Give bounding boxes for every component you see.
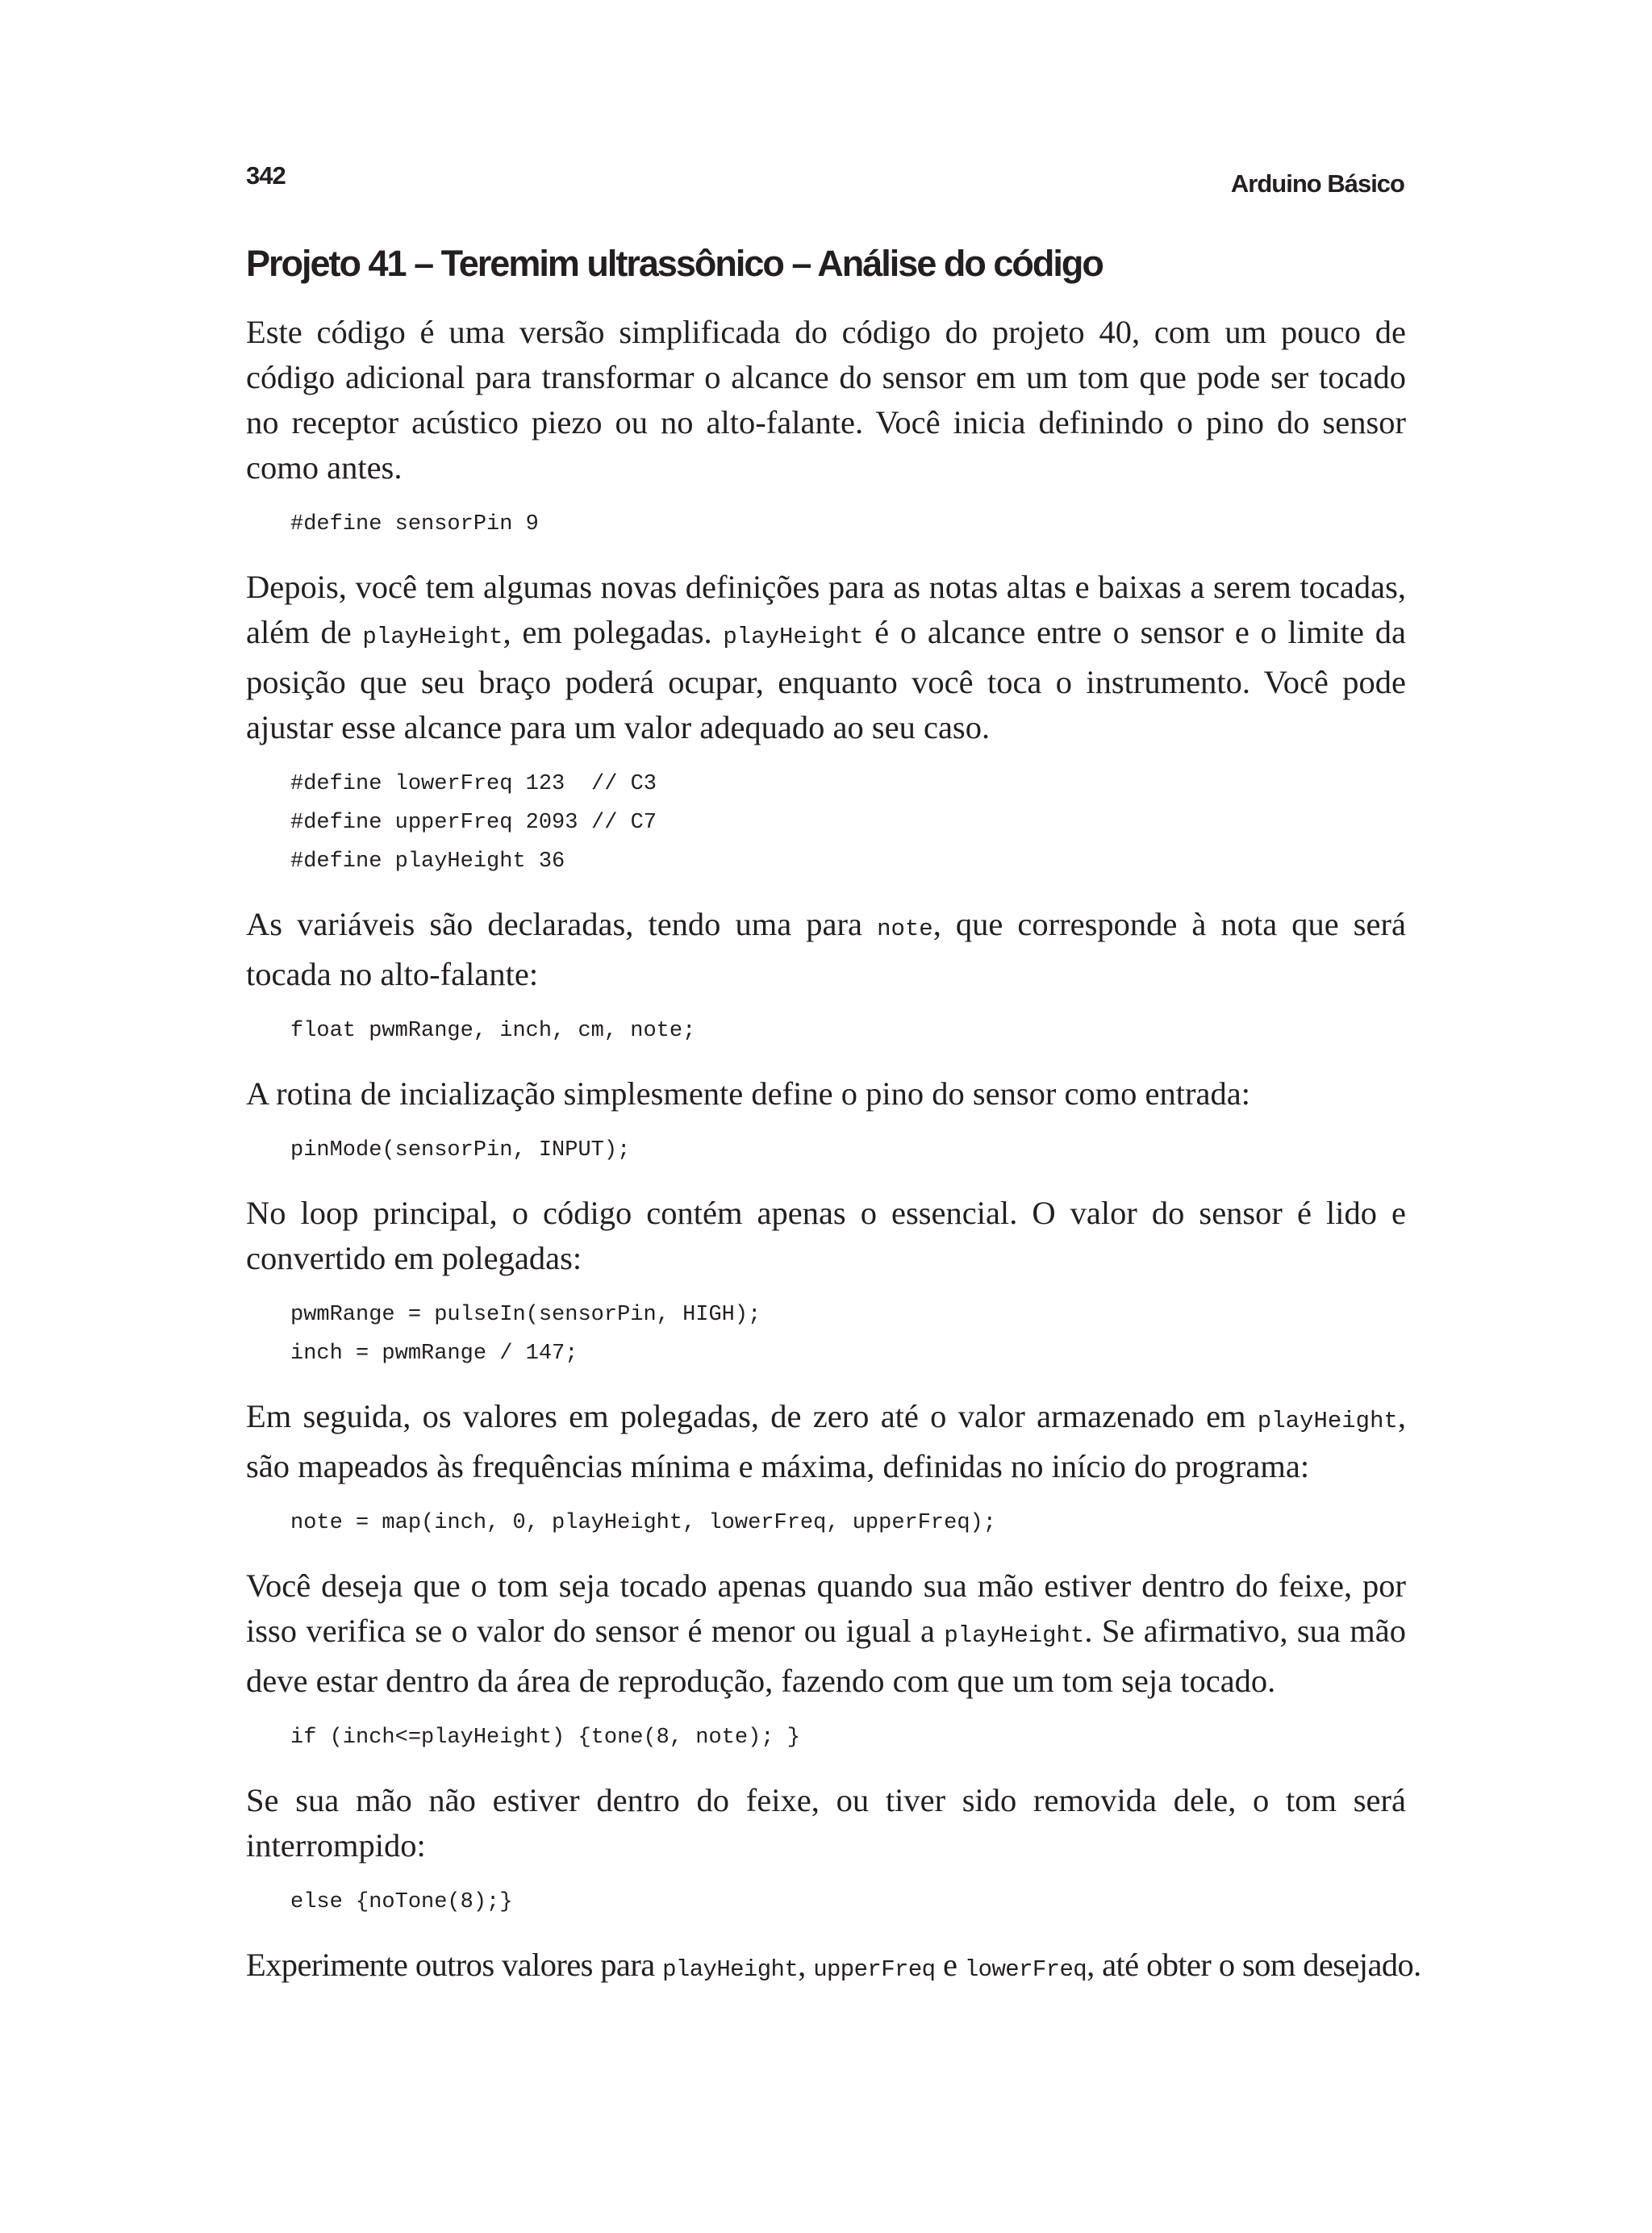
- text-segment: é o alcance entre o sensor e o limite da posição que seu braço poderá ocupar, enquanto você toca o instrumento. Você pode ajustar esse alcance para um valor adequado ao seu caso.: [246, 614, 1406, 745]
- text-segment: , são mapeados às frequências mínima e máxima, definidas no início do programa:: [246, 1398, 1406, 1484]
- code-comment: // C3: [591, 772, 657, 796]
- code-line: note = map(inch, 0, playHeight, lowerFreq, upperFreq);: [290, 1511, 996, 1535]
- code-line: else {noTone(8);}: [290, 1890, 513, 1914]
- code-text: #define lowerFreq 123: [290, 772, 565, 796]
- code-line: float pwmRange, inch, cm, note;: [290, 1019, 696, 1043]
- text-segment: e: [935, 1947, 965, 1983]
- code-block-map: [290, 1504, 1406, 1542]
- code-block-notone: [290, 1883, 1406, 1922]
- code-text: #define upperFreq 2093: [290, 811, 578, 835]
- paragraph-variables: [246, 902, 1406, 997]
- text-segment: Em seguida, os valores em polegadas, de zero até o valor armazenado em: [246, 1398, 1258, 1434]
- code-line: inch = pwmRange / 147;: [290, 1342, 578, 1366]
- code-block-tone: [290, 1718, 1406, 1757]
- paragraph-definitions: [246, 565, 1406, 750]
- paragraph-tone-condition: [246, 1563, 1406, 1704]
- code-line: pinMode(sensorPin, INPUT);: [290, 1138, 631, 1162]
- text-segment: Experimente outros valores para: [246, 1947, 663, 1983]
- inline-code: upperFreq: [813, 1956, 936, 1983]
- inline-code: lowerFreq: [964, 1956, 1087, 1983]
- page-number: 342: [246, 161, 286, 190]
- code-line: if (inch<=playHeight) {tone(8, note); }: [290, 1726, 800, 1750]
- running-head: Arduino Básico: [1230, 169, 1404, 198]
- inline-code: playHeight: [944, 1622, 1085, 1649]
- text-segment: . Se afirmativo, sua mão deve estar dentro da área de reprodução, fazendo com que um tom seja tocado.: [246, 1613, 1407, 1699]
- code-block-read-sensor: [290, 1296, 1406, 1373]
- text-segment: As variáveis são declaradas, tendo uma para: [246, 906, 878, 942]
- text-segment: , até obter o som desejado.: [1087, 1947, 1421, 1983]
- inline-code: playHeight: [662, 1956, 799, 1983]
- page-body: [246, 239, 1421, 1993]
- paragraph-no-tone: Se sua mão não estiver dentro do feixe, ou tiver sido removida dele, o tom será interrompido:: [246, 1782, 1406, 1864]
- code-block-pinmode: [290, 1131, 1406, 1170]
- code-line: [290, 803, 1406, 842]
- paragraph-mapping: [246, 1394, 1406, 1489]
- text-segment: , que corresponde à nota que será tocada no alto-falante:: [246, 906, 1406, 992]
- text-segment: , em polegadas.: [503, 614, 724, 650]
- paragraph-experiment: [246, 1943, 1421, 1993]
- code-line: #define playHeight 36: [290, 849, 565, 874]
- text-segment: Você deseja que o tom seja tocado apenas quando sua mão estiver dentro do feixe, por isso verifica se o valor do sensor é menor ou igual a: [246, 1567, 1406, 1649]
- inline-code: playHeight: [723, 624, 864, 650]
- inline-code: playHeight: [362, 624, 503, 650]
- text-segment: Depois, você tem algumas novas definições para as notas altas e baixas a serem tocadas, além de: [246, 569, 1406, 650]
- code-block-sensor-pin: [290, 505, 1406, 544]
- code-line: pwmRange = pulseIn(sensorPin, HIGH);: [290, 1303, 761, 1327]
- code-block-defines: [290, 765, 1406, 881]
- inline-code: note: [877, 916, 933, 942]
- code-block-variables: [290, 1012, 1406, 1050]
- paragraph-main-loop: No loop principal, o código contém apenas o essencial. O valor do sensor é lido e convertido em polegadas:: [246, 1195, 1406, 1276]
- inline-code: playHeight: [1257, 1408, 1398, 1434]
- paragraph-setup: A rotina de incialização simplesmente define o pino do sensor como entrada:: [246, 1075, 1250, 1112]
- code-line: #define sensorPin 9: [290, 512, 539, 536]
- section-title: Projeto 41 – Teremim ultrassônico – Análise do código: [246, 243, 1103, 284]
- code-line: [290, 765, 1406, 803]
- text-segment: ,: [798, 1947, 814, 1983]
- code-comment: // C7: [591, 811, 657, 835]
- paragraph-intro: Este código é uma versão simplificada do código do projeto 40, com um pouco de código adicional para transformar o alcance do sensor em um tom que pode ser tocado no receptor acústico piezo ou no alto-falante. Você inicia definindo o pino do sensor como antes.: [246, 314, 1406, 486]
